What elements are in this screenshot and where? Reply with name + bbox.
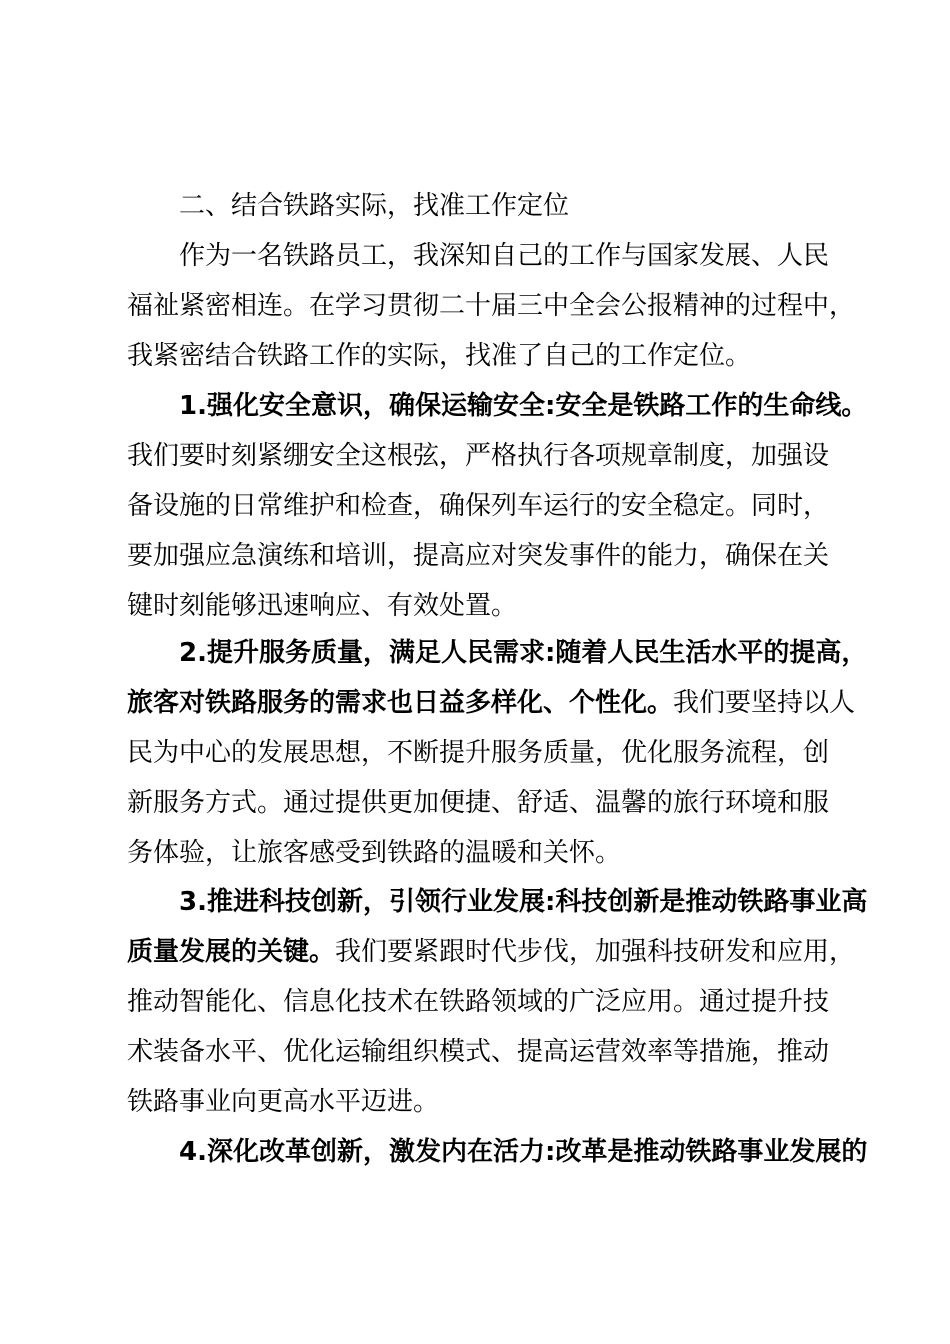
item3-line-3: 推动智能化、信息化技术在铁路领域的广泛应用。通过提升技 [127,987,830,1017]
item3-line-4: 术装备水平、优化运输组织模式、提高运营效率等措施，推动 [127,1037,830,1067]
intro-line-2: 福祉紧密相连。在学习贯彻二十届三中全会公报精神的过程中， [127,291,856,321]
intro-line-3: 我紧密结合铁路工作的实际，找准了自己的工作定位。 [127,341,752,371]
item3-line-2-bold: 质量发展的关键。 [127,937,336,967]
item3-line-2 [127,932,856,972]
item2-line-2-bold: 旅客对铁路服务的需求也日益多样化、个性化。 [127,688,674,718]
item1-line-2: 我们要时刻紧绷安全这根弦，严格执行各项规章制度，加强设 [127,441,830,471]
item2-line-3: 民为中心的发展思想，不断提升服务质量，优化服务流程，创 [127,738,830,768]
item1-line-3: 备设施的日常维护和检查，确保列车运行的安全稳定。同时， [127,491,830,521]
item3-title: 3.推进科技创新，引领行业发展:科技创新是推动铁路事业高 [179,887,868,917]
item2-line-2 [127,683,856,723]
item2-title: 2.提升服务质量，满足人民需求:随着人民生活水平的提高， [179,638,868,668]
item4-title: 4.深化改革创新，激发内在活力:改革是推动铁路事业发展的 [179,1137,868,1167]
item1-title: 1.强化安全意识，确保运输安全:安全是铁路工作的生命线。 [179,391,868,421]
item3-line-2-rest: 我们要紧跟时代步伐，加强科技研发和应用， [335,937,856,967]
section-heading: 二、结合铁路实际，找准工作定位 [179,191,570,221]
item3-line-5: 铁路事业向更高水平迈进。 [127,1087,440,1117]
item2-line-4: 新服务方式。通过提供更加便捷、舒适、温馨的旅行环境和服 [127,788,830,818]
intro-line-1: 作为一名铁路员工，我深知自己的工作与国家发展、人民 [179,241,830,271]
item1-line-5: 键时刻能够迅速响应、有效处置。 [127,591,518,621]
item1-line-4: 要加强应急演练和培训，提高应对突发事件的能力，确保在关 [127,541,830,571]
item2-line-2-rest: 我们要坚持以人 [673,688,856,718]
item2-line-5: 务体验，让旅客感受到铁路的温暖和关怀。 [127,838,622,868]
